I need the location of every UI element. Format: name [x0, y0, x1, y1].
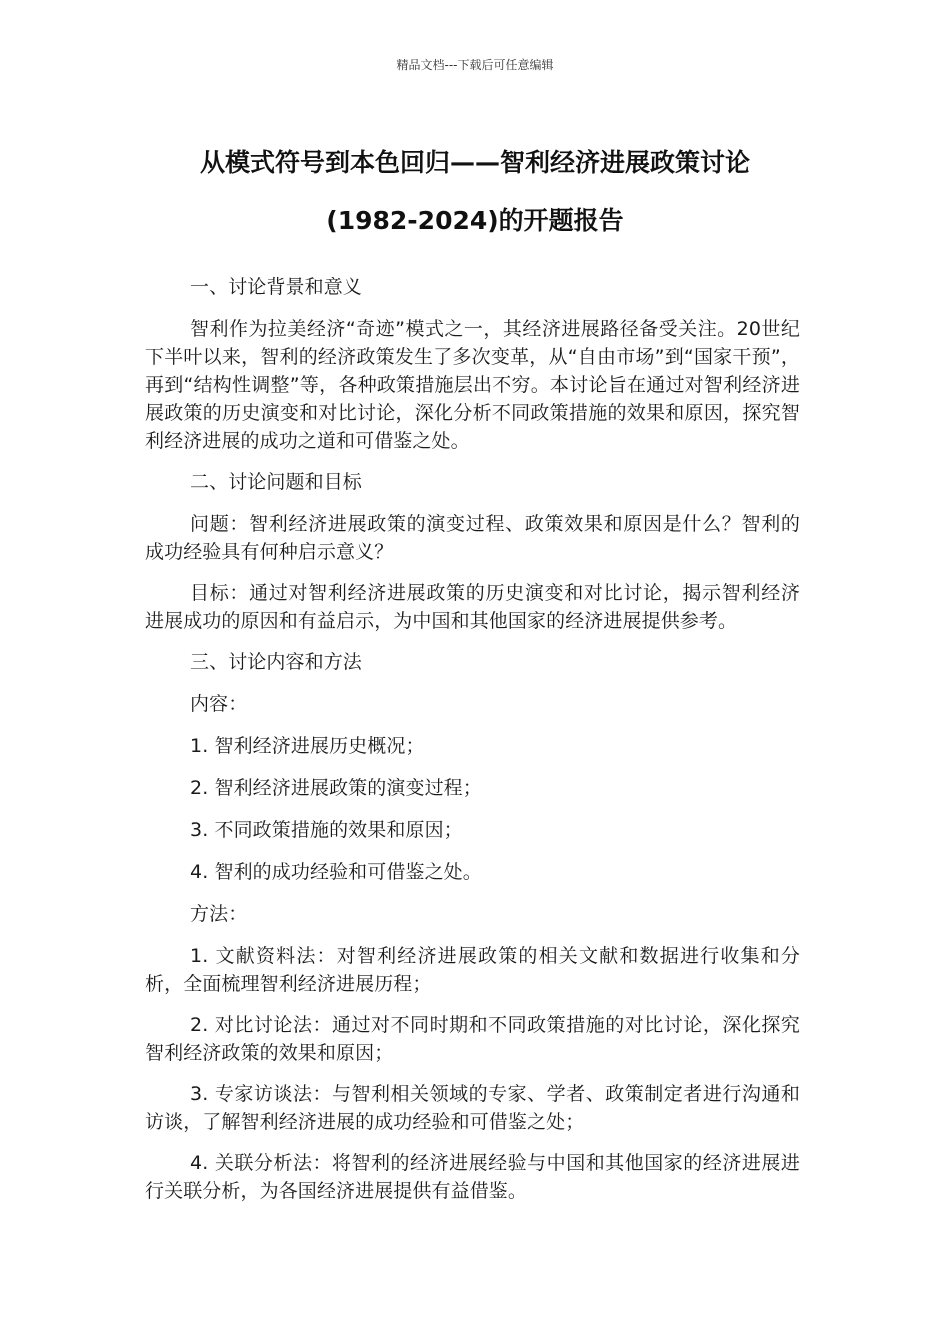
section-heading-content-method: 三、讨论内容和方法 — [190, 651, 362, 673]
method-item: 3. 专家访谈法：与智利相关领域的专家、学者、政策制定者进行沟通和访谈，了解智利经济进展的成功经验和可借鉴之处； — [145, 1083, 800, 1133]
method-item: 4. 关联分析法：将智利的经济进展经验与中国和其他国家的经济进展进行关联分析，为各国经济进展提供有益借鉴。 — [145, 1152, 800, 1202]
content-item: 1. 智利经济进展历史概况； — [190, 735, 425, 757]
paragraph-goal: 目标：通过对智利经济进展政策的历史演变和对比讨论，揭示智利经济进展成功的原因和有益启示，为中国和其他国家的经济进展提供参考。 — [145, 582, 800, 632]
paragraph-background: 智利作为拉美经济“奇迹”模式之一，其经济进展路径备受关注。20世纪下半叶以来，智利的经济政策发生了多次变革，从“自由市场”到“国家干预”，再到“结构性调整”等，各种政策措施层出不穷。本讨论旨在通过对智利经济进展政策的历史演变和对比讨论，深化分析不同政策措施的效果和原因，探究智利经济进展的成功之道和可借鉴之处。 — [145, 318, 800, 452]
content-item: 2. 智利经济进展政策的演变过程； — [190, 777, 482, 799]
paragraph-question: 问题：智利经济进展政策的演变过程、政策效果和原因是什么？智利的成功经验具有何种启示意义？ — [145, 513, 800, 563]
method-label: 方法： — [190, 903, 248, 925]
method-item: 1. 文献资料法：对智利经济进展政策的相关文献和数据进行收集和分析，全面梳理智利经济进展历程； — [145, 945, 800, 995]
section-heading-background: 一、讨论背景和意义 — [190, 276, 362, 298]
method-item: 2. 对比讨论法：通过对不同时期和不同政策措施的对比讨论，深化探究智利经济政策的效果和原因； — [145, 1014, 800, 1064]
content-label: 内容： — [190, 693, 248, 715]
title-line-2: (1982-2024)的开题报告 — [326, 206, 624, 235]
page-header: 精品文档---下载后可任意编辑 — [396, 58, 554, 72]
title-line-1: 从模式符号到本色回归——智利经济进展政策讨论 — [199, 148, 750, 177]
content-item: 3. 不同政策措施的效果和原因； — [190, 819, 463, 841]
document-title — [145, 134, 805, 250]
section-heading-questions: 二、讨论问题和目标 — [190, 471, 362, 493]
content-item: 4. 智利的成功经验和可借鉴之处。 — [190, 861, 482, 883]
document-body — [145, 273, 800, 1218]
